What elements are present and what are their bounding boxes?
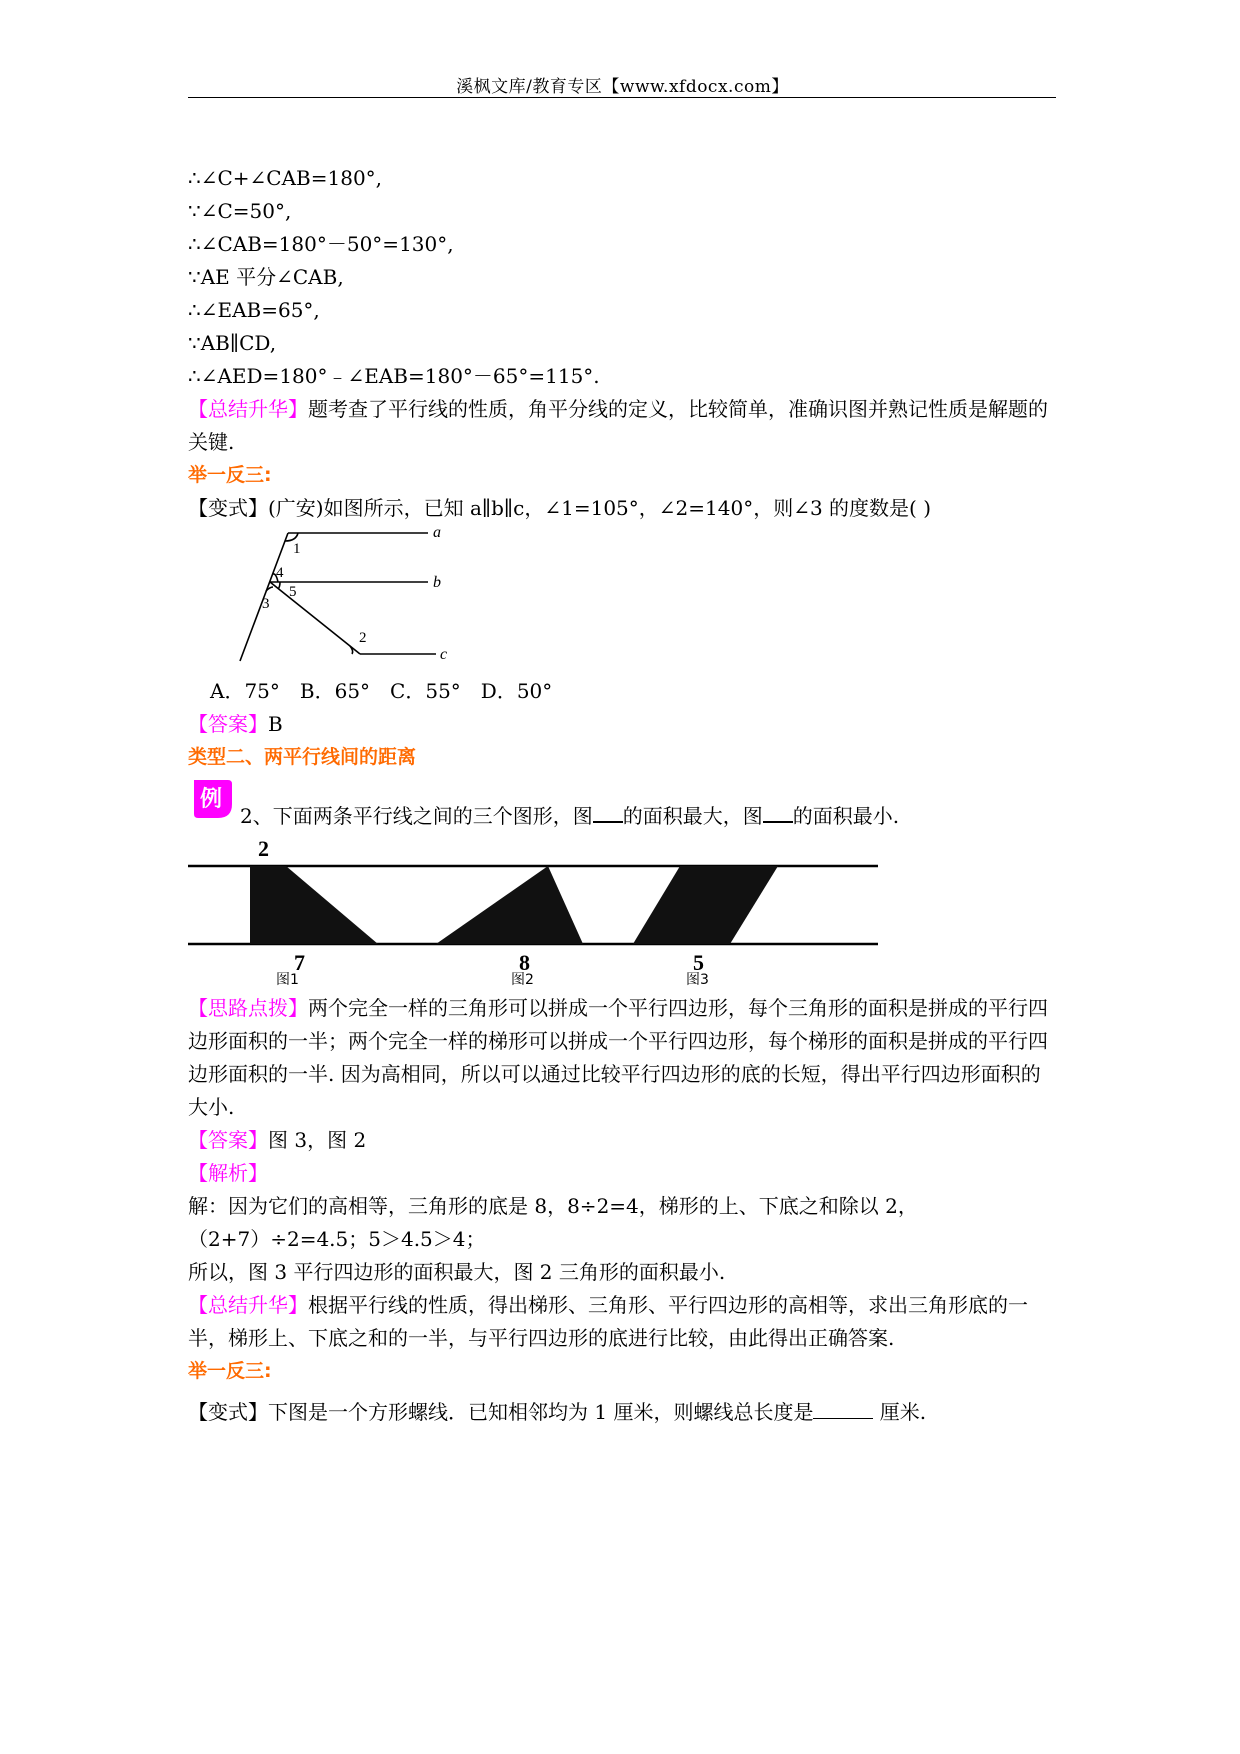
analysis-line: 所以，图 3 平行四边形的面积最大，图 2 三角形的面积最小. — [188, 1260, 726, 1284]
answer-tag: 【答案】 — [188, 1128, 268, 1152]
line-label: b — [433, 574, 441, 591]
parallel-lines-figure — [228, 525, 508, 675]
answer-blank — [763, 805, 793, 823]
summary-paragraph-1 — [188, 393, 1058, 459]
practice-question-1 — [188, 492, 1058, 525]
example-badge-icon — [188, 774, 234, 820]
line-label: c — [440, 646, 448, 663]
hint-paragraph — [188, 992, 1058, 1124]
proof-line: ∴∠CAB=180°－50°=130°, — [188, 232, 454, 256]
analysis-line: （2+7）÷2=4.5；5＞4.5＞4； — [188, 1227, 486, 1251]
angle-label: 5 — [289, 584, 297, 600]
document-body — [188, 162, 1058, 1429]
proof-line: ∵∠C=50°, — [188, 199, 292, 223]
variant-tag: 【变式】 — [188, 496, 268, 520]
analysis-tag: 【解析】 — [188, 1161, 268, 1185]
angle-label: 1 — [293, 541, 301, 557]
answer-text: 图 3，图 2 — [268, 1128, 367, 1152]
answer-tag: 【答案】 — [188, 712, 268, 736]
summary-text: 题考查了平行线的性质，角平分线的定义，比较简单，准确识图并熟记性质是解题的关键. — [188, 397, 1048, 454]
example-2 — [188, 774, 1058, 836]
angle-label: 2 — [359, 630, 367, 646]
answer-line-1 — [188, 708, 1058, 741]
proof-line: ∴∠C+∠CAB=180°, — [188, 166, 383, 190]
example-question: 2、下面两条平行线之间的三个图形，图 的面积最大，图 的面积最小. — [240, 804, 900, 828]
practice-heading-1: 举一反三: — [188, 464, 272, 486]
proof-line: ∵AB∥CD, — [188, 331, 277, 355]
section-heading-type2: 类型二、两平行线间的距离 — [188, 746, 417, 768]
figure-caption: 图2 — [511, 972, 534, 986]
dimension-label: 5 — [693, 950, 704, 975]
summary-tag: 【总结升华】 — [188, 1293, 308, 1317]
answer-line-2 — [188, 1124, 1058, 1157]
page-header: 溪枫文库/教育专区【www.xfdocx.com】 — [456, 77, 789, 97]
practice-heading-2: 举一反三: — [188, 1360, 272, 1382]
angle-label: 3 — [262, 596, 270, 612]
answer-blank — [813, 1402, 873, 1419]
figure-caption: 图3 — [686, 972, 709, 986]
answer-text: B — [268, 712, 283, 736]
proof-line: ∵AE 平分∠CAB, — [188, 265, 344, 289]
dimension-label: 7 — [294, 950, 305, 975]
variant-text: (广安)如图所示，已知 a∥b∥c，∠1=105°，∠2=140°，则∠3 的度数是( ) — [268, 496, 931, 520]
line-label: a — [433, 525, 441, 541]
header-rule — [188, 97, 1056, 98]
proof-line: ∴∠AED=180°﹣∠EAB=180°－65°=115°. — [188, 364, 600, 388]
svg-text:例: 例 — [199, 787, 223, 812]
figure-caption: 图1 — [276, 972, 299, 986]
answer-blank — [593, 805, 623, 823]
summary-tag: 【总结升华】 — [188, 397, 308, 421]
dimension-label: 2 — [258, 836, 269, 861]
proof-line: ∴∠EAB=65°, — [188, 298, 320, 322]
practice-question-2: 【变式】下图是一个方形螺线．已知相邻均为 1 厘米，则螺线总长度是 厘米. — [188, 1400, 927, 1424]
variant-tag: 【变式】 — [188, 1400, 268, 1424]
answer-options: A．75° B．65° C．55° D．50° — [210, 679, 553, 703]
hint-text: 两个完全一样的三角形可以拼成一个平行四边形，每个三角形的面积是拼成的平行四边形面积的一半；两个完全一样的梯形可以拼成一个平行四边形，每个梯形的面积是拼成的平行四边形面积的一半. 因为高相同，所以可以通过比较平行四边形的底的长短，得出平行四边形面积的大小. — [188, 996, 1048, 1119]
summary-paragraph-2 — [188, 1289, 1058, 1355]
summary-text: 根据平行线的性质，得出梯形、三角形、平行四边形的高相等，求出三角形底的一半，梯形上、下底之和的一半，与平行四边形的底进行比较，由此得出正确答案. — [188, 1293, 1028, 1350]
angle-label: 4 — [276, 565, 284, 581]
analysis-line: 解：因为它们的高相等，三角形的底是 8，8÷2=4，梯形的上、下底之和除以 2， — [188, 1194, 918, 1218]
three-shapes-figure — [188, 836, 888, 986]
dimension-label: 8 — [519, 950, 530, 975]
hint-tag: 【思路点拨】 — [188, 996, 308, 1020]
